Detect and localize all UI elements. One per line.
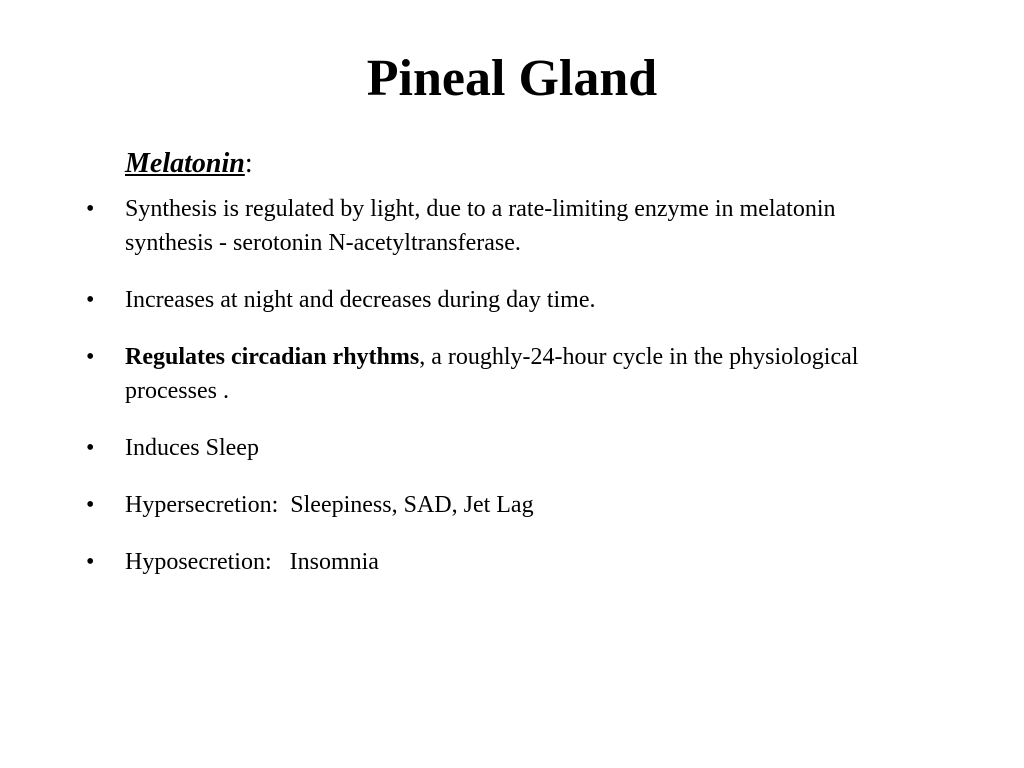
subheading bbox=[125, 146, 253, 182]
bullet-dot: • bbox=[86, 549, 95, 575]
bullet-text: Hypersecretion: Sleepiness, SAD, Jet Lag bbox=[125, 492, 534, 518]
bullet-text: Hyposecretion: Insomnia bbox=[125, 549, 379, 575]
slide-title: Pineal Gland bbox=[366, 50, 658, 107]
bullet-list bbox=[0, 192, 1024, 602]
bullet-dot: • bbox=[86, 287, 95, 313]
bullet-item bbox=[0, 431, 865, 465]
bullet-text: Induces Sleep bbox=[125, 435, 259, 461]
bullet-dot: • bbox=[86, 196, 95, 222]
bullet-item bbox=[0, 283, 865, 317]
bullet-dot: • bbox=[86, 492, 95, 518]
bullet-dot: • bbox=[86, 435, 95, 461]
bullet-item bbox=[0, 192, 865, 260]
bullet-item bbox=[0, 340, 865, 408]
bullet-bold-text: Regulates circadian rhythms bbox=[125, 344, 420, 370]
bullet-text: Synthesis is regulated by light, due to a rate-limiting enzyme in melatonin synthesis - serotonin N-acetyltransferase. bbox=[125, 196, 836, 256]
bullet-dot: • bbox=[86, 344, 95, 370]
bullet-item bbox=[0, 545, 865, 579]
subheading-term: Melatonin bbox=[125, 148, 245, 179]
subheading-colon: : bbox=[244, 148, 253, 179]
bullet-item bbox=[0, 488, 865, 522]
bullet-text: , a roughly-24-hour cycle in the physiological processes . bbox=[125, 344, 859, 404]
bullet-text: Increases at night and decreases during day time. bbox=[125, 287, 596, 313]
